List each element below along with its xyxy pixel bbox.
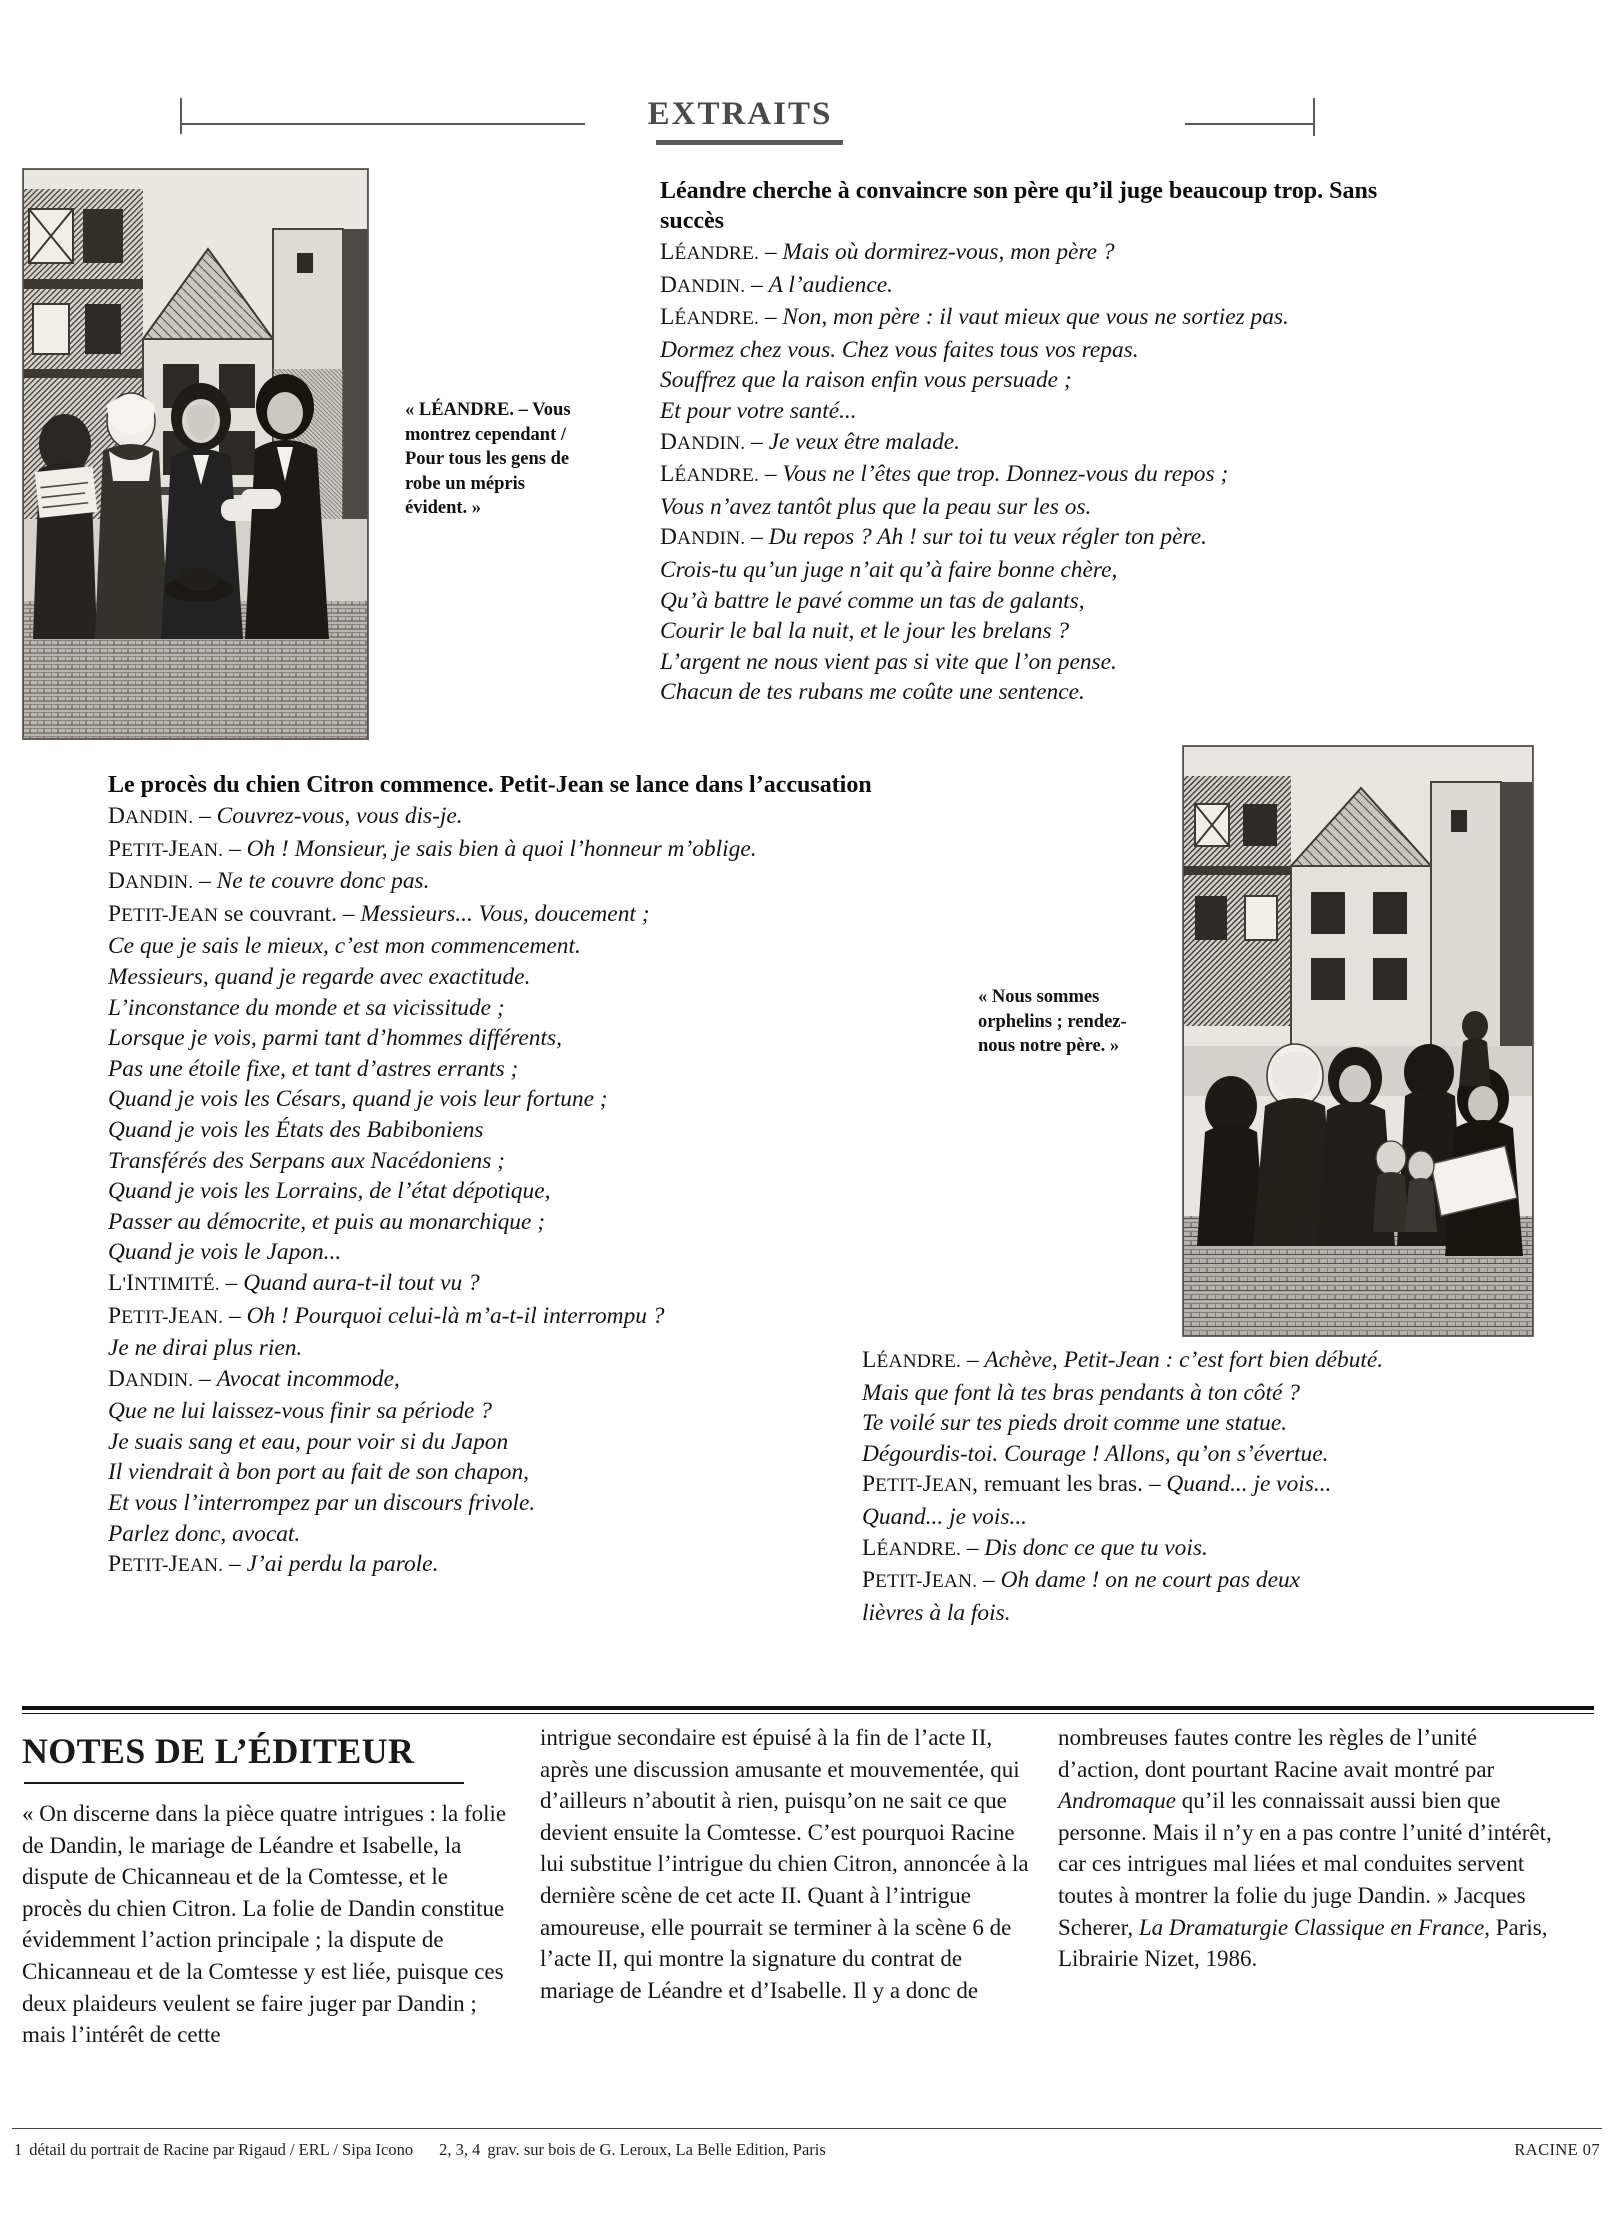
speaker-name: DANDIN. bbox=[660, 271, 746, 298]
dialogue-dash: – bbox=[193, 803, 217, 829]
verse-line: Chacun de tes rubans me coûte une sentence. bbox=[660, 679, 1085, 706]
dialogue-dash: – bbox=[758, 461, 783, 488]
notes-column-1 bbox=[22, 1798, 512, 2051]
speaker-name: LÉANDRE. bbox=[862, 1534, 961, 1561]
dialogue-line bbox=[660, 237, 1420, 270]
dialogue-text: Ne te couvre donc pas. bbox=[216, 868, 430, 895]
dialogue-line bbox=[862, 1345, 1552, 1378]
dialogue-line bbox=[108, 931, 888, 962]
dialogue-text: Non, mon père : il vaut mieux que vous ne sortiez pas. bbox=[782, 304, 1289, 331]
speaker-name: DANDIN. bbox=[108, 868, 194, 895]
engraving-leandre-dandin bbox=[22, 168, 369, 740]
verse-line: Je suais sang et eau, pour voir si du Japon bbox=[108, 1428, 509, 1455]
dialogue-dash: – bbox=[758, 304, 783, 331]
dialogue-line bbox=[660, 396, 1420, 427]
dialogue-line bbox=[108, 1549, 888, 1582]
dialogue-text: Quand... je vois... bbox=[1166, 1471, 1332, 1498]
speaker-name: DANDIN. bbox=[108, 1365, 194, 1392]
credit-1-number: 1 bbox=[14, 2140, 23, 2159]
dialogue-text: Mais où dormirez-vous, mon père ? bbox=[782, 239, 1115, 265]
dialogue-dash: – bbox=[960, 1534, 985, 1561]
dialogue-line bbox=[108, 1146, 888, 1177]
extract-heading: Le procès du chien Citron commence. Petit-Jean se lance dans l’accusation bbox=[108, 772, 872, 798]
notes-title-underline bbox=[24, 1782, 464, 1784]
header-bracket-left bbox=[180, 98, 182, 134]
dialogue-line bbox=[660, 647, 1420, 678]
footer-credits bbox=[14, 2140, 826, 2160]
dialogue-line bbox=[108, 1301, 888, 1334]
speaker-name: LÉANDRE. bbox=[862, 1347, 961, 1373]
speaker-name: DANDIN. bbox=[660, 524, 746, 551]
dialogue-dash: – bbox=[223, 835, 247, 862]
dialogue-line bbox=[108, 1488, 888, 1519]
verse-line: Crois-tu qu’un juge n’ait qu’à faire bonne chère, bbox=[660, 556, 1118, 583]
dialogue-line bbox=[108, 1268, 888, 1301]
dialogue-dash: – bbox=[960, 1347, 985, 1373]
verse-line: Te voilé sur tes pieds droit comme une statue. bbox=[862, 1410, 1288, 1437]
engraving-tribunal-art bbox=[1183, 746, 1533, 1336]
dialogue-text: A l’audience. bbox=[768, 271, 893, 298]
dialogue-line bbox=[660, 459, 1420, 492]
dialogue-line bbox=[108, 993, 888, 1024]
dialogue-line bbox=[862, 1439, 1552, 1470]
extract-proces-citron bbox=[108, 770, 888, 1582]
dialogue-line bbox=[660, 427, 1420, 460]
verse-line: Je ne dirai plus rien. bbox=[108, 1335, 303, 1362]
dialogue-line bbox=[660, 365, 1420, 396]
dialogue-line bbox=[108, 1084, 888, 1115]
dialogue-line bbox=[108, 1457, 888, 1488]
dialogue-line bbox=[108, 1023, 888, 1054]
dialogue-dash: – bbox=[745, 524, 769, 551]
dialogue-line bbox=[108, 1207, 888, 1238]
verse-line: Dégourdis-toi. Courage ! Allons, qu’on s’évertue. bbox=[862, 1440, 1329, 1467]
page-title: EXTRAITS bbox=[647, 96, 833, 132]
dialogue-dash: – bbox=[219, 1269, 244, 1296]
speaker-name: PETIT-JEAN. bbox=[862, 1567, 978, 1594]
dialogue-line bbox=[660, 677, 1420, 708]
verse-line: L’argent ne nous vient pas si vite que l’on pense. bbox=[660, 648, 1117, 675]
notes-paragraph: « On discerne dans la pièce quatre intrigues : la folie de Dandin, le mariage de Léandre et Isabelle, la dispute de Chicanneau et de la Comtesse, et le procès du chien Citron. La folie de Dandin constitue évidemment l’action principale ; la dispute de Chicanneau et de la Comtesse y est liée, puisque ces deux plaideurs veulent se faire juger par Dandin ; mais l’intérêt de cette bbox=[22, 1801, 507, 2048]
dialogue-lines bbox=[108, 801, 888, 1582]
speaker-name: DANDIN. bbox=[660, 428, 746, 455]
dialogue-line bbox=[108, 866, 888, 899]
footer-page-marker: RACINE 07 bbox=[1514, 2140, 1600, 2159]
verse-line: Lorsque je vois, parmi tant d’hommes différents, bbox=[108, 1025, 562, 1052]
dialogue-text: Du repos ? Ah ! sur toi tu veux régler ton père. bbox=[768, 524, 1207, 551]
verse-line: Pas une étoile fixe, et tant d’astres errants ; bbox=[108, 1055, 519, 1082]
dialogue-line bbox=[108, 899, 888, 932]
speaker-name: LÉANDRE. bbox=[660, 461, 759, 488]
dialogue-dash: – bbox=[337, 900, 361, 927]
notes-column-3 bbox=[1058, 1722, 1558, 1975]
dialogue-line bbox=[660, 492, 1420, 523]
dialogue-text: Achève, Petit-Jean : c’est fort bien débuté. bbox=[984, 1347, 1384, 1373]
notes-column-2 bbox=[540, 1722, 1030, 2006]
dialogue-text: Quand aura-t-il tout vu ? bbox=[243, 1269, 480, 1296]
verse-line: Qu’à battre le pavé comme un tas de galants, bbox=[660, 587, 1085, 614]
dialogue-line bbox=[660, 270, 1420, 303]
speaker-name: DANDIN. bbox=[108, 803, 194, 829]
extract-heading: Léandre cherche à convaincre son père qu’il juge beaucoup trop. Sans succès bbox=[660, 178, 1378, 234]
dialogue-dash: – bbox=[745, 428, 769, 455]
dialogue-line bbox=[660, 586, 1420, 617]
speaker-name: LÉANDRE. bbox=[660, 239, 759, 265]
notes-title-andromaque: Andromaque bbox=[1058, 1788, 1176, 1814]
dialogue-line bbox=[862, 1533, 1552, 1566]
header-rule-right bbox=[1185, 123, 1315, 125]
dialogue-line bbox=[108, 1237, 888, 1268]
verse-line: Quand je vois le Japon... bbox=[108, 1239, 342, 1266]
dialogue-dash: – bbox=[223, 1551, 247, 1578]
footer-rule bbox=[12, 2128, 1602, 2129]
verse-line: L’inconstance du monde et sa vicissitude ; bbox=[108, 994, 505, 1021]
credit-2-text: grav. sur bois de G. Leroux, La Belle Edition, Paris bbox=[487, 2140, 826, 2159]
dialogue-line bbox=[108, 1396, 888, 1427]
caption-leandre-dandin: « LÉANDRE. – Vous montrez cependant / Pour tous les gens de robe un mépris évident. » bbox=[405, 400, 571, 518]
verse-line: Messieurs, quand je regarde avec exactitude. bbox=[108, 963, 531, 990]
dialogue-line bbox=[108, 1054, 888, 1085]
dialogue-line bbox=[108, 801, 888, 834]
dialogue-text: Couvrez-vous, vous dis-je. bbox=[216, 803, 463, 829]
notes-rule-thin bbox=[22, 1713, 1594, 1714]
verse-line: Mais que font là tes bras pendants à ton côté ? bbox=[862, 1379, 1300, 1406]
dialogue-text: Avocat incommode, bbox=[216, 1365, 400, 1392]
dialogue-line bbox=[862, 1469, 1552, 1502]
dialogue-text: Dis donc ce que tu vois. bbox=[984, 1534, 1208, 1561]
extract-leandre-dandin bbox=[660, 176, 1420, 708]
dialogue-text: Oh ! Monsieur, je sais bien à quoi l’honneur m’oblige. bbox=[246, 835, 757, 862]
dialogue-dash: – bbox=[193, 868, 217, 895]
verse-line: Passer au démocrite, et puis au monarchique ; bbox=[108, 1208, 545, 1235]
speaker-name: LÉANDRE. bbox=[660, 304, 759, 331]
dialogue-line bbox=[108, 1364, 888, 1397]
header-rule-left bbox=[180, 123, 585, 125]
notes-text-c: , Paris, Librairie Nizet, 1986. bbox=[1058, 1914, 1548, 1972]
stage-direction: , remuant les bras. bbox=[972, 1471, 1143, 1498]
dialogue-text: Oh dame ! on ne court pas deux bbox=[1000, 1567, 1301, 1594]
verse-line: Quand je vois les Césars, quand je vois leur fortune ; bbox=[108, 1086, 608, 1113]
dialogue-line bbox=[108, 1427, 888, 1458]
speaker-name: L'INTIMITÉ. bbox=[108, 1269, 220, 1296]
engraving-leandre-art bbox=[23, 169, 368, 739]
notes-paragraph: intrigue secondaire est épuisé à la fin de l’acte II, après une discussion amusante et mouvementée, qui d’ailleurs n’aboutit à rien, puisqu’on ne sait ce que devient ensuite la Comtesse. C’est pourquoi Racine lui substitue l’intrigue du chien Citron, annoncée à la dernière scène de cet acte II. Quant à l’intrigue amoureuse, elle pourrait se terminer à la scène 6 de l’acte II, qui montre la signature du contrat de mariage de Léandre et d’Isabelle. Il y a donc de bbox=[540, 1725, 1029, 2003]
dialogue-line bbox=[108, 834, 888, 867]
dialogue-text: Vous ne l’êtes que trop. Donnez-vous du repos ; bbox=[782, 461, 1229, 488]
dialogue-dash: – bbox=[223, 1302, 247, 1329]
extraits-header bbox=[180, 96, 1315, 142]
dialogue-line bbox=[862, 1565, 1552, 1598]
dialogue-dash: – bbox=[745, 271, 769, 298]
verse-line: Parlez donc, avocat. bbox=[108, 1520, 301, 1547]
dialogue-lines bbox=[660, 237, 1420, 708]
verse-line: Il viendrait à bon port au fait de son chapon, bbox=[108, 1459, 529, 1486]
speaker-name: PETIT-JEAN. bbox=[108, 835, 224, 862]
verse-line: Dormez chez vous. Chez vous faites tous vos repas. bbox=[660, 336, 1139, 363]
header-bracket-right bbox=[1313, 98, 1315, 136]
dialogue-text: Oh ! Pourquoi celui-là m’a-t-il interrompu ? bbox=[246, 1302, 665, 1329]
verse-line: Souffrez que la raison enfin vous persuade ; bbox=[660, 367, 1072, 394]
speaker-name: PETIT-JEAN. bbox=[108, 1302, 224, 1329]
verse-line: Quand je vois les Lorrains, de l’état dépotique, bbox=[108, 1178, 551, 1205]
verse-line: Et vous l’interrompez par un discours frivole. bbox=[108, 1490, 536, 1517]
dialogue-line bbox=[660, 555, 1420, 586]
verse-line: Courir le bal la nuit, et le jour les brelans ? bbox=[660, 618, 1070, 645]
dialogue-line bbox=[862, 1598, 1552, 1629]
credit-1-text: détail du portrait de Racine par Rigaud / ERL / Sipa Icono bbox=[29, 2140, 414, 2159]
verse-line: lièvres à la fois. bbox=[862, 1599, 1011, 1626]
dialogue-text: J’ai perdu la parole. bbox=[246, 1551, 439, 1578]
notes-paragraph bbox=[1058, 1722, 1558, 1975]
notes-title: NOTES DE L’ÉDITEUR bbox=[22, 1731, 415, 1771]
speaker-name: PETIT-JEAN bbox=[108, 900, 219, 927]
notes-rule-top bbox=[22, 1706, 1594, 1710]
dialogue-line bbox=[108, 1333, 888, 1364]
dialogue-line bbox=[108, 1519, 888, 1550]
notes-title-dramaturgie: La Dramaturgie Classique en France bbox=[1138, 1914, 1485, 1940]
caption-orphelins: « Nous sommes orphelins ; rendez-nous notre père. » bbox=[978, 987, 1127, 1056]
verse-line: Quand je vois les États des Babiboniens bbox=[108, 1116, 484, 1143]
credit-2-number: 2, 3, 4 bbox=[439, 2140, 481, 2159]
extract-acheve-petit-jean bbox=[862, 1345, 1552, 1628]
engraving-tribunal bbox=[1182, 745, 1534, 1337]
dialogue-line bbox=[862, 1502, 1552, 1533]
dialogue-line bbox=[660, 522, 1420, 555]
dialogue-dash: – bbox=[758, 239, 783, 265]
notes-text-b: qu’il les connaissait aussi bien que personne. Mais il n’y en a pas contre l’unité d’intérêt, car ces intrigues mal liées et mal conduites servent toutes à montrer la folie du juge Dandin. » Jacques Scherer, bbox=[1058, 1788, 1552, 1940]
dialogue-line bbox=[108, 1176, 888, 1207]
dialogue-line bbox=[108, 1115, 888, 1146]
dialogue-line bbox=[660, 302, 1420, 335]
speaker-name: PETIT-JEAN. bbox=[108, 1551, 224, 1578]
verse-line: Ce que je sais le mieux, c’est mon commencement. bbox=[108, 933, 581, 960]
dialogue-dash: – bbox=[193, 1365, 217, 1392]
verse-line: Vous n’avez tantôt plus que la peau sur les os. bbox=[660, 493, 1092, 520]
verse-line: Transférés des Serpans aux Nacédoniens ; bbox=[108, 1147, 505, 1174]
verse-line: Que ne lui laissez-vous finir sa période ? bbox=[108, 1398, 492, 1425]
dialogue-lines bbox=[862, 1345, 1552, 1628]
dialogue-line bbox=[862, 1408, 1552, 1439]
dialogue-dash: – bbox=[1143, 1471, 1167, 1498]
stage-direction: se couvrant. bbox=[218, 900, 338, 927]
header-title-underline bbox=[656, 140, 843, 145]
verse-line: Quand... je vois... bbox=[862, 1503, 1028, 1530]
notes-text-a: nombreuses fautes contre les règles de l’unité d’action, dont pourtant Racine avait montré par bbox=[1058, 1725, 1495, 1782]
verse-line: Et pour votre santé... bbox=[660, 397, 857, 424]
dialogue-text: Messieurs... Vous, doucement ; bbox=[360, 900, 650, 927]
dialogue-text: Je veux être malade. bbox=[768, 428, 961, 455]
dialogue-line bbox=[108, 962, 888, 993]
dialogue-line bbox=[660, 335, 1420, 366]
speaker-name: PETIT-JEAN bbox=[862, 1471, 973, 1498]
dialogue-dash: – bbox=[977, 1567, 1001, 1594]
dialogue-line bbox=[862, 1378, 1552, 1409]
dialogue-line bbox=[660, 616, 1420, 647]
